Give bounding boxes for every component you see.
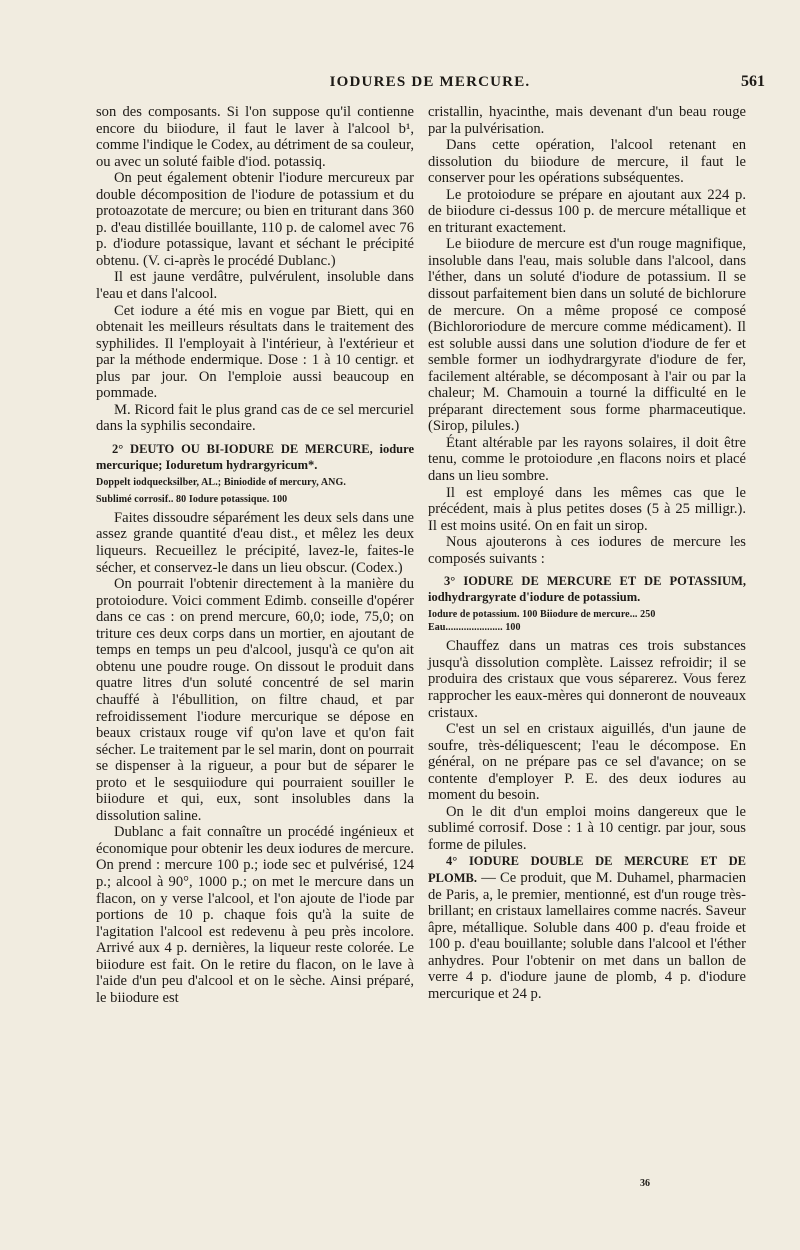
paragraph-iodure-double [428,853,746,1002]
paragraph: On pourrait l'obtenir directement à la manière du protoiodure. Voici comment Edimb. conseille d'opérer dans ce cas : on prend mercure, 60,0; iode, 75,0; on triture ces deux corps dans un mortier, en ajoutant de temps en temps un peu d'alcool, jusqu'à ce qu'on ait obtenu une poudre rouge. On dissout le produit dans quatre litres d'un soluté concentré de sel marin chauffé à l'ébullition, on filtre chaud, et par refroidissement l'iodure mercurique se dépose en beaux cristaux rouge vif qu'on lave et qu'on fait sécher. Le traitement par le sel marin, dont on pourrait se dispenser à la rigueur, a pour but de séparer le proto et le sesquiiodure qui pourraient souiller le biiodure et qui, eux, sont insolubles dans la dissolution saline. [96,576,414,824]
section-heading-iodure-double: 4° IODURE DOUBLE DE MERCURE ET DE PLOMB. [428,854,746,885]
synonyms-line: Doppelt iodquecksilber, AL.; Biniodide of mercury, ANG. [96,476,346,488]
paragraph: Chauffez dans un matras ces trois substances jusqu'à dissolution complète. Laissez refroidir; il se produira des cristaux que vous séparerez. Vous ferez rapprocher les eaux-mères qui donneront de nouveaux cristaux. [428,638,746,721]
formula-line: Eau...................... 100 [428,622,521,634]
paragraph: Faites dissoudre séparément les deux sels dans une assez grande quantité d'eau dist., et mêlez les deux liqueurs. Recueillez le précipité, lavez-le, faites-le sécher, et conservez-le dans un lieu obscur. (Codex.) [96,509,414,576]
page-number: 561 [741,73,765,90]
left-column [96,104,414,1006]
paragraph-text: — Ce produit, que M. Duhamel, pharmacien de Paris, a, le premier, mentionné, est d'un rouge très-brillant; en cristaux lamellaires comme nacrés. Saveur âpre, métallique. Soluble dans 400 p. d'eau froide et 100 p. d'eau bouillante; soluble dans l'alcool et l'éther anhydres. Pour l'obtenir on met dans un ballon de verre 4 p. d'iodure jaune de plomb, 4 p. d'iodure mercurique et 24 p. [428,869,746,1002]
section-heading-biiodure: 2° DEUTO OU BI-IODURE DE MERCURE, iodure mercurique; Ioduretum hydrargyricum*. [96,441,414,472]
paragraph: M. Ricord fait le plus grand cas de ce sel mercuriel dans la syphilis secondaire. [96,401,414,435]
footer-signature: 36 [640,1178,650,1189]
paragraph: Il est employé dans les mêmes cas que le précédent, mais à plus petites doses (5 à 25 milligr.). Il est moins usité. On en fait un sirop. [428,484,746,534]
formula-biiodure [96,493,414,506]
formula-line: Sublimé corrosif.. 80 Iodure potassique. 100 [96,493,288,505]
formula-line: Iodure de potassium. 100 Biiodure de mercure... 250 [428,609,656,621]
section-heading-iodure-potassium: 3° IODURE DE MERCURE ET DE POTASSIUM, iodhydrargyrate d'iodure de potassium. [428,574,746,605]
paragraph: Le protoiodure se prépare en ajoutant aux 224 p. de biiodure ci-dessus 100 p. de mercure métallique et en triturant exactement. [428,186,746,236]
paragraph: cristallin, hyacinthe, mais devenant d'un beau rouge par la pulvérisation. [428,104,746,137]
paragraph: Le biiodure de mercure est d'un rouge magnifique, insoluble dans l'eau, mais soluble dans l'alcool, dans l'éther, dans un soluté d'iodure de potassium. Il se dissout parfaitement bien dans un soluté de bichlorure de mercure. On a même proposé ce composé (Bichlororiodure de mercure comme médicament). Il est soluble aussi dans une solution d'iodure de fer et semble former un iodhydrargyrate d'iodure de fer, facilement altérable, se décomposant à l'air ou par la chaleur; M. Chamouin a tourné la difficulté en le préparant directement sous forme pharmaceutique. (Sirop, pilules.) [428,236,746,435]
paragraph: Nous ajouterons à ces iodures de mercure les composés suivants : [428,534,746,567]
paragraph: Il est jaune verdâtre, pulvérulent, insoluble dans l'eau et dans l'alcool. [96,269,414,303]
paragraph: Dans cette opération, l'alcool retenant en dissolution du biiodure de mercure, il faut le conserver pour les opérations subséquentes. [428,137,746,187]
running-title: IODURES DE MERCURE. [329,74,531,90]
page-header [95,70,765,96]
paragraph: son des composants. Si l'on suppose qu'il contienne encore du biiodure, il faut le laver à l'alcool b¹, comme l'indique le Codex, au détriment de sa couleur, ou avec un soluté faible d'iod. potassiq. [96,104,414,170]
paragraph: Cet iodure a été mis en vogue par Biett, qui en obtenait les meilleurs résultats dans le traitement des syphilides. Il l'employait à l'intérieur, à l'extérieur et par la méthode endermique. Dose : 1 à 10 centigr. et plus par jour. On l'emploie aussi beaucoup en pommade. [96,302,414,402]
paragraph: Étant altérable par les rayons solaires, il doit être tenu, comme le protoiodure ,en flacons noirs et placé dans un lieu sombre. [428,434,746,485]
paragraph: Dublanc a fait connaître un procédé ingénieux et économique pour obtenir les deux iodures de mercure. On prend : mercure 100 p.; iode sec et pulvérisé, 124 p.; alcool à 90°, 1000 p.; on met le mercure dans un flacon, on y verse l'alcool, et l'on ajoute de l'iode par portions de 10 p. chaque fois qu'à la suite de l'agitation l'alcool est redevenu à peu près incolore. Arrivé aux 4 p. dernières, la liqueur reste colorée. Le biiodure est fait. On le retire du flacon, on le lave à l'aide d'un peu d'alcool et on le sèche. Ainsi préparé, le biiodure est [96,824,414,1006]
right-column [428,104,746,1002]
formula-iodure-potassium [428,608,746,634]
paragraph: On peut également obtenir l'iodure mercureux par double décomposition de l'iodure de potassium et du protoazotate de mercure; ou bien en triturant dans 360 p. d'eau distillée bouillante, 110 p. de calomel avec 76 p. d'iodure potassique, lavant et séchant le précipité obtenu. (V. ci-après le procédé Dublanc.) [96,170,414,269]
paragraph: C'est un sel en cristaux aiguillés, d'un jaune de soufre, très-déliquescent; l'eau le décompose. En général, on ne prépare pas ce sel d'avance; on se contente d'employer P. E. des deux iodures au moment du besoin. [428,721,746,804]
paragraph: On le dit d'un emploi moins dangereux que le sublimé corrosif. Dose : 1 à 10 centigr. par jour, sous forme de pilules. [428,803,746,853]
